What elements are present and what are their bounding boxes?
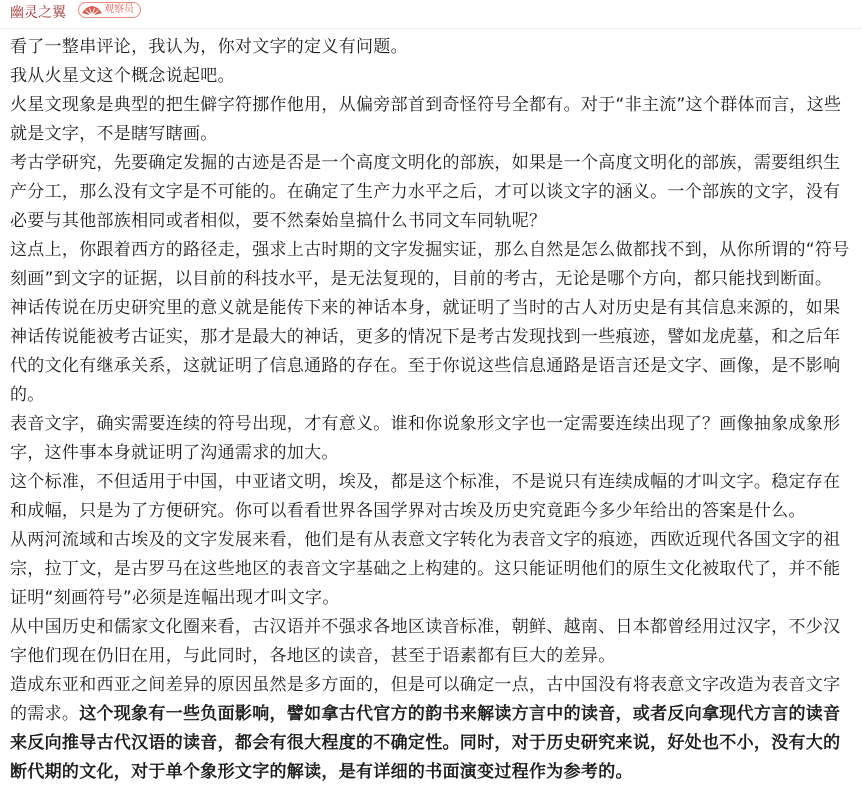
paragraph: 考古学研究，先要确定发掘的古迹是否是一个高度文明化的部族，如果是一个高度文明化的部族，需要组织生产分工，那么没有文字是不可能的。在确定了生产力水平之后，才可以谈文字的涵义。一个部族的文字，没有必要与其他部族相同或者相似，要不然秦始皇搞什么书同文车同轨呢？ <box>10 153 841 231</box>
post-body <box>10 33 857 787</box>
observer-badge <box>78 2 141 18</box>
paragraph: 从两河流域和古埃及的文字发展来看，他们是有从表意文字转化为表音文字的痕迹，西欧近现代各国文字的祖宗，拉丁文，是古罗马在这些地区的表音文字基础之上构建的。这只能证明他们的原生文化被取代了，并不能证明“刻画符号”必须是连幅出现才叫文字。 <box>10 530 841 608</box>
paragraph: 表音文字，确实需要连续的符号出现，才有意义。谁和你说象形文字也一定需要连续出现了？画像抽象成象形字，这件事本身就证明了沟通需求的加大。 <box>10 414 841 463</box>
paragraph: 这点上，你跟着西方的路径走，强求上古时期的文字发掘实证，那么自然是怎么做都找不到，从你所谓的“符号刻画”到文字的证据，以目前的科技水平，是无法复现的，目前的考古，无论是哪个方向，都只能找到断面。 <box>10 240 850 289</box>
paragraph: 火星文现象是典型的把生僻字符挪作他用，从偏旁部首到奇怪符号全都有。对于“非主流”这个群体而言，这些就是文字，不是瞎写瞎画。 <box>10 95 842 144</box>
username-link[interactable]: 幽灵之翼 <box>10 5 66 21</box>
paragraph: 神话传说在历史研究里的意义就是能传下来的神话本身，就证明了当时的古人对历史是有其信息来源的，如果神话传说能被考古证实，那才是最大的神话，更多的情况下是考古发现找到一些痕迹，譬如龙虎墓，和之后年代的文化有继承关系，这就证明了信息通路的存在。至于你说这些信息通路是语言还是文字、画像，是不影响的。 <box>10 298 841 405</box>
badge-label: 观察员 <box>104 4 134 15</box>
paragraph: 我从火星文这个概念说起吧。 <box>10 66 235 86</box>
paragraph: 看了一整串评论，我认为，你对文字的定义有问题。 <box>10 37 408 57</box>
paragraph: 从中国历史和儒家文化圈来看，古汉语并不强求各地区读音标准，朝鲜、越南、日本都曾经用过汉字，不少汉字他们现在仍旧在用，与此同时，各地区的读音，甚至于语素都有巨大的差异。 <box>10 617 841 666</box>
paragraph-last <box>10 671 857 787</box>
bold-text: 这个现象有一些负面影响，譬如拿古代官方的韵书来解读方言中的读音，或者反向拿现代方言的读音来反向推导古代汉语的读音，都会有很大程度的不确定性。同时，对于历史研究来说，好处也不小，没有大的断代期的文化，对于单个象形文字的解读，是有详细的书面演变过程作为参考的。 <box>10 704 841 782</box>
post-header <box>0 0 862 29</box>
paragraph: 这个标准，不但适用于中国，中亚诸文明，埃及，都是这个标准，不是说只有连续成幅的才叫文字。稳定存在和成幅，只是为了方便研究。你可以看看世界各国学界对古埃及历史究竟距今多少年给出的答案是什么。 <box>10 472 841 521</box>
paragraph-text: 造成东亚和西亚之间差异的原因虽然是多方面的，但是可以确定一点，古中国没有将表意文字改造为表音文字的需求。 <box>10 675 841 724</box>
fan-icon <box>81 4 103 16</box>
